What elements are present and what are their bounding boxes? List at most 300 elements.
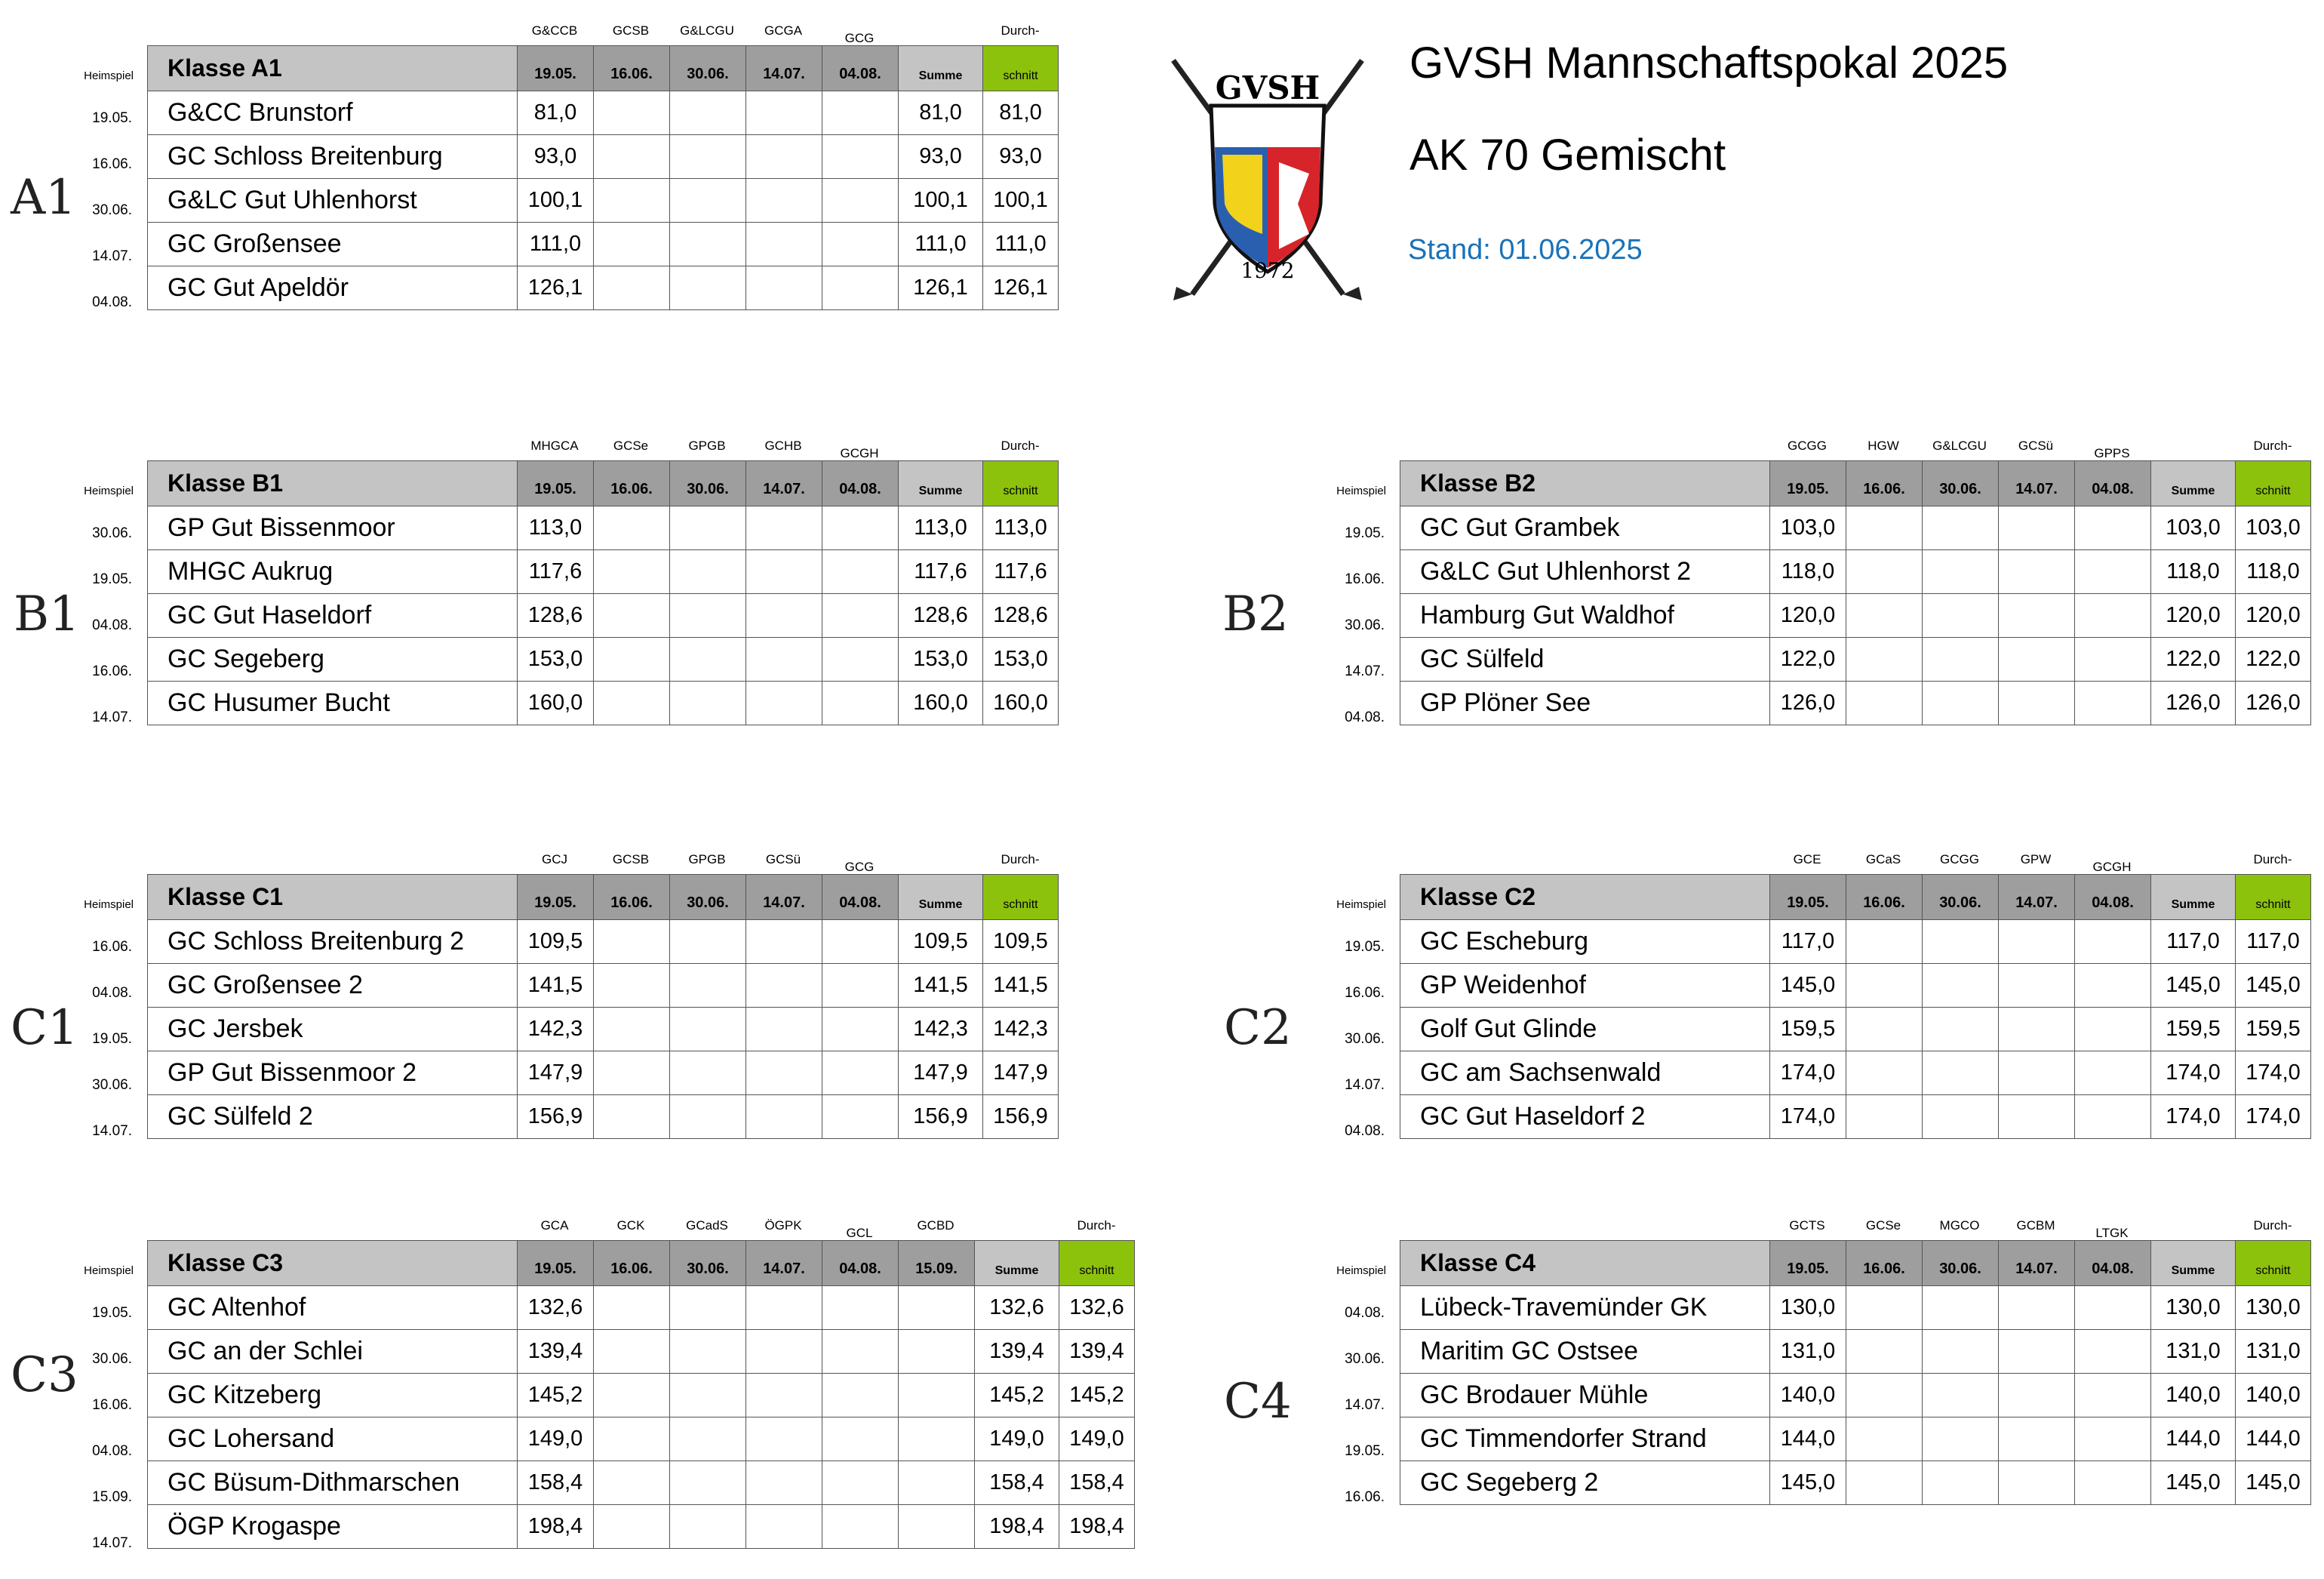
club-abbreviation: GCGG	[1788, 439, 1827, 453]
summe-header: Summe	[2151, 1241, 2236, 1286]
sum-score: 126,1	[899, 266, 983, 310]
match-date: 04.08.	[2075, 461, 2151, 506]
round-score	[1999, 1051, 2075, 1095]
round-score	[594, 920, 670, 964]
match-date: 30.06.	[1923, 461, 1999, 506]
sum-score: 158,4	[975, 1461, 1059, 1505]
round-score: 142,3	[518, 1008, 594, 1051]
team-name: G&LC Gut Uhlenhorst	[148, 179, 518, 223]
average-score: 139,4	[1059, 1330, 1135, 1374]
round-score: 198,4	[518, 1505, 594, 1549]
match-date: 14.07.	[1999, 1241, 2075, 1286]
club-abbreviation: G&LCGU	[680, 23, 734, 38]
round-score	[899, 1461, 975, 1505]
average-score: 120,0	[2236, 594, 2311, 638]
round-score: 103,0	[1770, 506, 1846, 550]
round-score: 139,4	[518, 1330, 594, 1374]
table-row	[1400, 1286, 2311, 1330]
home-date: 16.06.	[92, 156, 132, 172]
round-score	[1846, 1008, 1923, 1051]
table-row	[148, 638, 1059, 682]
round-score: 141,5	[518, 964, 594, 1008]
round-score: 149,0	[518, 1417, 594, 1461]
round-score	[594, 1051, 670, 1095]
club-abbreviation: GCGG	[1940, 852, 1979, 866]
club-abbreviation: G&LCGU	[1932, 439, 1987, 453]
round-score	[594, 1374, 670, 1417]
sum-score: 198,4	[975, 1505, 1059, 1549]
section-label: C1	[11, 1000, 78, 1056]
round-score	[1923, 1095, 1999, 1139]
round-score	[822, 1286, 899, 1330]
round-score	[746, 1051, 822, 1095]
round-score	[1923, 594, 1999, 638]
round-score	[1846, 1051, 1923, 1095]
table-row	[1400, 1008, 2311, 1051]
home-date: 19.05.	[92, 110, 132, 126]
team-name: GC Kitzeberg	[148, 1374, 518, 1417]
table-row	[1400, 1374, 2311, 1417]
round-score: 109,5	[518, 920, 594, 964]
standings-table	[147, 874, 1059, 1139]
home-date: 19.05.	[1345, 1443, 1385, 1459]
match-date: 16.06.	[1846, 1241, 1923, 1286]
round-score	[594, 1505, 670, 1549]
round-score	[746, 135, 822, 179]
club-abbreviation: ÖGPK	[764, 1218, 802, 1233]
schnitt-header: schnitt	[983, 46, 1059, 91]
round-score: 147,9	[518, 1051, 594, 1095]
average-score: 93,0	[983, 135, 1059, 179]
average-score: 145,2	[1059, 1374, 1135, 1417]
club-abbreviation: GCE	[1793, 852, 1821, 866]
match-date: 19.05.	[518, 461, 594, 506]
table-header-row	[148, 875, 1059, 920]
average-score: 131,0	[2236, 1330, 2311, 1374]
round-score	[746, 1461, 822, 1505]
round-score	[2075, 638, 2151, 682]
round-score	[1999, 1374, 2075, 1417]
average-score: 149,0	[1059, 1417, 1135, 1461]
club-abbreviation: GCA	[540, 1218, 569, 1233]
sum-score: 117,0	[2151, 920, 2236, 964]
round-score: 100,1	[518, 179, 594, 223]
club-abbreviation: LTGK	[2095, 1226, 2129, 1240]
durch-label: Durch-	[2253, 1218, 2292, 1233]
table-header-row	[1400, 461, 2311, 506]
club-abbreviation: GCSB	[612, 23, 650, 38]
round-score	[2075, 964, 2151, 1008]
table-row	[1400, 920, 2311, 964]
round-score	[822, 964, 899, 1008]
table-row	[1400, 682, 2311, 725]
round-score	[670, 1008, 746, 1051]
round-score	[1999, 1095, 2075, 1139]
round-score	[1923, 1008, 1999, 1051]
heimspiel-label: Heimspiel	[1336, 898, 1386, 911]
home-date: 14.07.	[92, 1535, 132, 1551]
section-label: C4	[1224, 1374, 1292, 1430]
round-score	[1846, 682, 1923, 725]
average-score: 159,5	[2236, 1008, 2311, 1051]
match-date: 19.05.	[1770, 1241, 1846, 1286]
home-date: 04.08.	[1345, 1305, 1385, 1321]
heimspiel-label: Heimspiel	[84, 898, 134, 911]
match-date: 14.07.	[746, 1241, 822, 1286]
round-score: 153,0	[518, 638, 594, 682]
sum-score: 122,0	[2151, 638, 2236, 682]
club-abbreviation: GCL	[846, 1226, 873, 1240]
home-date: 14.07.	[92, 248, 132, 264]
club-abbreviation: G&CCB	[531, 23, 578, 38]
table-row	[148, 594, 1059, 638]
heimspiel-label: Heimspiel	[1336, 1264, 1386, 1277]
sum-score: 131,0	[2151, 1330, 2236, 1374]
standings-table	[1400, 1240, 2311, 1505]
round-score	[1846, 1461, 1923, 1505]
table-row	[148, 91, 1059, 135]
match-date: 14.07.	[746, 875, 822, 920]
round-score	[1999, 920, 2075, 964]
round-score	[1923, 964, 1999, 1008]
durch-label: Durch-	[1001, 852, 1040, 866]
home-date: 15.09.	[92, 1489, 132, 1505]
schnitt-header: schnitt	[1059, 1241, 1135, 1286]
round-score	[670, 266, 746, 310]
round-score	[746, 506, 822, 550]
table-row	[148, 1417, 1135, 1461]
match-date: 30.06.	[670, 1241, 746, 1286]
team-name: GC Segeberg	[148, 638, 518, 682]
team-name: GP Gut Bissenmoor	[148, 506, 518, 550]
home-date: 16.06.	[1345, 571, 1385, 587]
average-score: 132,6	[1059, 1286, 1135, 1330]
round-score	[746, 1095, 822, 1139]
round-score	[746, 1330, 822, 1374]
average-score: 144,0	[2236, 1417, 2311, 1461]
table-header-row	[148, 46, 1059, 91]
round-score	[594, 506, 670, 550]
home-date: 30.06.	[1345, 1031, 1385, 1047]
round-score	[594, 266, 670, 310]
round-score: 128,6	[518, 594, 594, 638]
team-name: ÖGP Krogaspe	[148, 1505, 518, 1549]
round-score	[2075, 1417, 2151, 1461]
sum-score: 111,0	[899, 223, 983, 266]
round-score	[2075, 920, 2151, 964]
summe-header: Summe	[899, 875, 983, 920]
table-row	[148, 1374, 1135, 1417]
round-score	[1999, 1330, 2075, 1374]
club-abbreviation: GCG	[844, 31, 875, 45]
club-abbreviation: GPPS	[2094, 446, 2130, 460]
round-score	[746, 682, 822, 725]
team-name: GC an der Schlei	[148, 1330, 518, 1374]
heimspiel-label: Heimspiel	[84, 485, 134, 497]
round-score	[822, 1374, 899, 1417]
round-score: 126,1	[518, 266, 594, 310]
match-date: 04.08.	[2075, 1241, 2151, 1286]
round-score: 174,0	[1770, 1095, 1846, 1139]
summe-header: Summe	[2151, 875, 2236, 920]
round-score	[2075, 1051, 2151, 1095]
match-date: 30.06.	[1923, 875, 1999, 920]
team-name: GC Segeberg 2	[1400, 1461, 1770, 1505]
sum-score: 128,6	[899, 594, 983, 638]
round-score	[1923, 920, 1999, 964]
home-date: 16.06.	[92, 939, 132, 955]
home-date: 14.07.	[1345, 1397, 1385, 1413]
match-date: 14.07.	[1999, 875, 2075, 920]
round-score	[746, 1417, 822, 1461]
sum-score: 160,0	[899, 682, 983, 725]
round-score	[670, 1417, 746, 1461]
average-score: 145,0	[2236, 1461, 2311, 1505]
round-score: 145,2	[518, 1374, 594, 1417]
page-subtitle: AK 70 Gemischt	[1409, 131, 1726, 180]
round-score	[822, 550, 899, 594]
average-score: 126,1	[983, 266, 1059, 310]
round-score	[822, 91, 899, 135]
round-score	[746, 1505, 822, 1549]
average-score: 81,0	[983, 91, 1059, 135]
round-score: 81,0	[518, 91, 594, 135]
average-score: 126,0	[2236, 682, 2311, 725]
round-score	[822, 266, 899, 310]
stand-date: Stand: 01.06.2025	[1408, 234, 1643, 266]
home-date: 04.08.	[92, 617, 132, 633]
home-date: 30.06.	[92, 1351, 132, 1367]
average-score: 145,0	[2236, 964, 2311, 1008]
round-score: 117,0	[1770, 920, 1846, 964]
round-score	[594, 1461, 670, 1505]
home-date: 14.07.	[92, 1123, 132, 1139]
durch-label: Durch-	[1077, 1218, 1116, 1233]
round-score: 118,0	[1770, 550, 1846, 594]
round-score	[670, 1330, 746, 1374]
home-date: 16.06.	[92, 1397, 132, 1413]
schnitt-header: schnitt	[2236, 461, 2311, 506]
round-score	[1846, 506, 1923, 550]
home-date: 19.05.	[92, 1031, 132, 1047]
team-name: GC Schloss Breitenburg	[148, 135, 518, 179]
table-row	[148, 682, 1059, 725]
sum-score: 145,0	[2151, 964, 2236, 1008]
round-score	[746, 266, 822, 310]
home-date: 19.05.	[92, 1305, 132, 1321]
round-score	[1846, 1417, 1923, 1461]
round-score	[746, 1374, 822, 1417]
round-score	[594, 1008, 670, 1051]
club-abbreviation: GCSe	[1865, 1218, 1901, 1233]
round-score	[670, 1095, 746, 1139]
team-name: GC Gut Haseldorf 2	[1400, 1095, 1770, 1139]
sum-score: 159,5	[2151, 1008, 2236, 1051]
match-date: 14.07.	[746, 46, 822, 91]
round-score: 174,0	[1770, 1051, 1846, 1095]
round-score	[1846, 1330, 1923, 1374]
match-date: 19.05.	[1770, 875, 1846, 920]
round-score	[670, 179, 746, 223]
round-score	[1999, 1417, 2075, 1461]
round-score	[594, 1095, 670, 1139]
club-abbreviation: MGCO	[1939, 1218, 1980, 1233]
club-abbreviation: GPW	[2020, 852, 2052, 866]
round-score	[2075, 1286, 2151, 1330]
round-score	[746, 964, 822, 1008]
club-abbreviation: GCGH	[840, 446, 879, 460]
average-score: 174,0	[2236, 1051, 2311, 1095]
round-score	[1999, 638, 2075, 682]
average-score: 158,4	[1059, 1461, 1135, 1505]
round-score	[2075, 550, 2151, 594]
table-header-row	[1400, 1241, 2311, 1286]
round-score: 130,0	[1770, 1286, 1846, 1330]
table-row	[1400, 1461, 2311, 1505]
round-score	[670, 920, 746, 964]
table-row	[148, 1286, 1135, 1330]
round-score	[594, 223, 670, 266]
club-abbreviation: GCBM	[2016, 1218, 2055, 1233]
sum-score: 132,6	[975, 1286, 1059, 1330]
durch-label: Durch-	[1001, 23, 1040, 38]
match-date: 16.06.	[594, 46, 670, 91]
round-score: 159,5	[1770, 1008, 1846, 1051]
team-name: GC am Sachsenwald	[1400, 1051, 1770, 1095]
durch-label: Durch-	[2253, 852, 2292, 866]
club-abbreviation: GCGH	[2092, 860, 2132, 874]
average-score: 117,0	[2236, 920, 2311, 964]
round-score: 145,0	[1770, 964, 1846, 1008]
match-date: 04.08.	[822, 875, 899, 920]
sum-score: 149,0	[975, 1417, 1059, 1461]
round-score	[1999, 1008, 2075, 1051]
match-date: 30.06.	[670, 875, 746, 920]
class-name: Klasse C1	[148, 875, 518, 920]
average-score: 160,0	[983, 682, 1059, 725]
round-score	[670, 682, 746, 725]
home-date: 30.06.	[92, 525, 132, 541]
round-score	[822, 920, 899, 964]
club-abbreviation: GCGA	[764, 23, 803, 38]
table-row	[148, 1330, 1135, 1374]
round-score	[822, 638, 899, 682]
club-abbreviation: GCG	[844, 860, 875, 874]
round-score	[1846, 964, 1923, 1008]
round-score	[2075, 1095, 2151, 1139]
club-abbreviation: GPGB	[688, 439, 726, 453]
match-date: 19.05.	[518, 46, 594, 91]
average-score: 141,5	[983, 964, 1059, 1008]
round-score	[822, 1095, 899, 1139]
round-score: 160,0	[518, 682, 594, 725]
table-row	[148, 920, 1059, 964]
home-date: 30.06.	[1345, 617, 1385, 633]
club-abbreviation: GCadS	[686, 1218, 728, 1233]
round-score	[1999, 506, 2075, 550]
match-date: 19.05.	[518, 875, 594, 920]
round-score	[822, 594, 899, 638]
sum-score: 81,0	[899, 91, 983, 135]
round-score	[822, 1461, 899, 1505]
home-date: 04.08.	[92, 1443, 132, 1459]
round-score	[1923, 1461, 1999, 1505]
team-name: GC Gut Grambek	[1400, 506, 1770, 550]
round-score	[1923, 1051, 1999, 1095]
round-score	[1923, 1286, 1999, 1330]
home-date: 16.06.	[92, 663, 132, 679]
round-score	[2075, 1008, 2151, 1051]
match-date: 14.07.	[746, 461, 822, 506]
round-score: 113,0	[518, 506, 594, 550]
table-row	[148, 1008, 1059, 1051]
table-row	[1400, 1095, 2311, 1139]
club-abbreviation: GCSü	[765, 852, 801, 866]
round-score	[746, 594, 822, 638]
round-score	[670, 550, 746, 594]
average-score: 140,0	[2236, 1374, 2311, 1417]
home-date: 14.07.	[1345, 663, 1385, 679]
home-date: 14.07.	[1345, 1077, 1385, 1093]
club-abbreviation: GCHB	[764, 439, 802, 453]
average-score: 198,4	[1059, 1505, 1135, 1549]
round-score	[899, 1505, 975, 1549]
round-score	[670, 135, 746, 179]
team-name: GC Altenhof	[148, 1286, 518, 1330]
round-score	[670, 1051, 746, 1095]
table-row	[148, 266, 1059, 310]
team-name: GC Lohersand	[148, 1417, 518, 1461]
team-name: GC Sülfeld	[1400, 638, 1770, 682]
club-abbreviation: GCJ	[542, 852, 567, 866]
team-name: Maritim GC Ostsee	[1400, 1330, 1770, 1374]
logo-text: GVSH	[1215, 69, 1320, 106]
round-score	[1999, 594, 2075, 638]
average-score: 174,0	[2236, 1095, 2311, 1139]
table-row	[1400, 550, 2311, 594]
table-row	[148, 506, 1059, 550]
match-date: 16.06.	[1846, 875, 1923, 920]
home-date: 04.08.	[92, 985, 132, 1001]
sum-score: 145,0	[2151, 1461, 2236, 1505]
round-score: 144,0	[1770, 1417, 1846, 1461]
match-date: 19.05.	[1770, 461, 1846, 506]
round-score	[2075, 1461, 2151, 1505]
club-abbreviation: GCK	[616, 1218, 645, 1233]
page-title: GVSH Mannschaftspokal 2025	[1409, 38, 2009, 88]
round-score	[2075, 1374, 2151, 1417]
table-row	[148, 550, 1059, 594]
round-score	[746, 638, 822, 682]
round-score	[2075, 594, 2151, 638]
match-date: 04.08.	[2075, 875, 2151, 920]
class-name: Klasse C2	[1400, 875, 1770, 920]
table-row	[1400, 594, 2311, 638]
sum-score: 100,1	[899, 179, 983, 223]
round-score	[594, 1417, 670, 1461]
sum-score: 130,0	[2151, 1286, 2236, 1330]
sum-score: 144,0	[2151, 1417, 2236, 1461]
home-date: 14.07.	[92, 709, 132, 725]
round-score	[594, 1330, 670, 1374]
round-score	[670, 638, 746, 682]
round-score	[594, 179, 670, 223]
team-name: GP Weidenhof	[1400, 964, 1770, 1008]
standings-table	[147, 45, 1059, 310]
round-score	[1923, 1330, 1999, 1374]
round-score	[670, 964, 746, 1008]
sum-score: 120,0	[2151, 594, 2236, 638]
